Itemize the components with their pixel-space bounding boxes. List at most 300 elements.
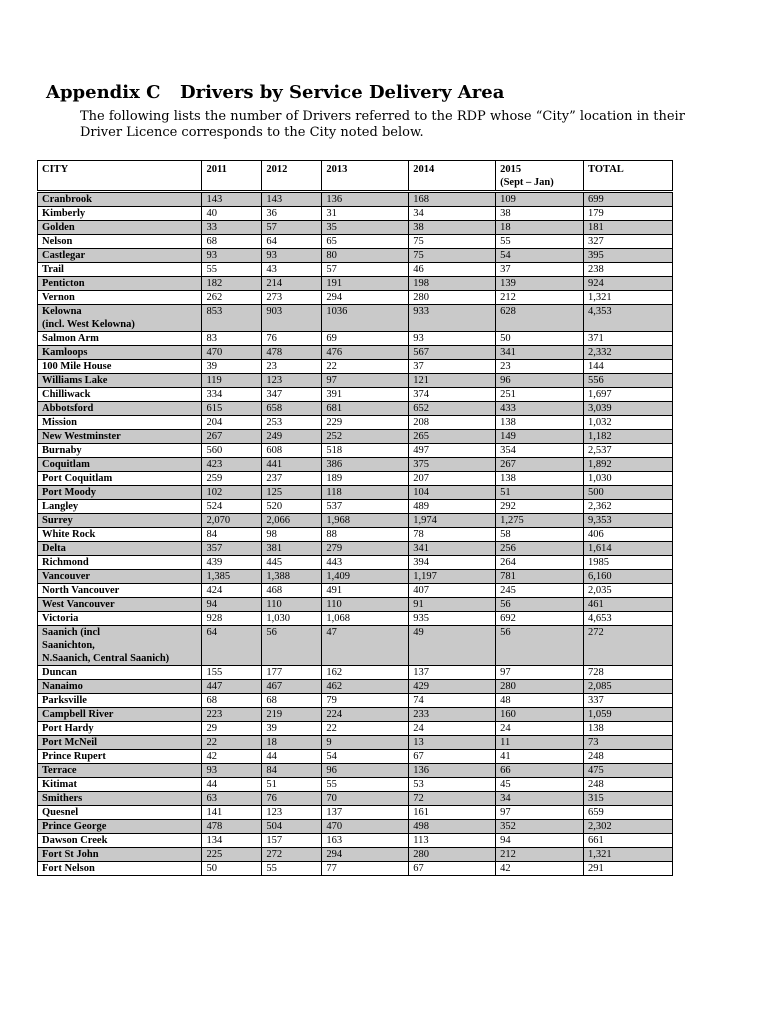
value-cell: 567: [409, 346, 496, 360]
table-row: [38, 570, 673, 584]
value-cell: 781: [496, 570, 584, 584]
value-cell: 93: [202, 249, 262, 263]
value-cell: 207: [409, 472, 496, 486]
table-row: [38, 486, 673, 500]
city-cell: Kimberly: [38, 207, 202, 221]
city-cell: North Vancouver: [38, 584, 202, 598]
value-cell: 2,332: [584, 346, 673, 360]
value-cell: 88: [322, 528, 409, 542]
city-cell: Smithers: [38, 792, 202, 806]
table-row: [38, 848, 673, 862]
value-cell: 119: [202, 374, 262, 388]
appendix-title: Drivers by Service Delivery Area: [180, 82, 505, 103]
value-cell: 191: [322, 277, 409, 291]
value-cell: 212: [496, 848, 584, 862]
city-cell: Castlegar: [38, 249, 202, 263]
value-cell: 63: [202, 792, 262, 806]
value-cell: 76: [262, 792, 322, 806]
value-cell: 34: [496, 792, 584, 806]
value-cell: 267: [496, 458, 584, 472]
value-cell: 375: [409, 458, 496, 472]
value-cell: 467: [262, 680, 322, 694]
city-cell: Parksville: [38, 694, 202, 708]
value-cell: 424: [202, 584, 262, 598]
value-cell: 179: [584, 207, 673, 221]
value-cell: 386: [322, 458, 409, 472]
value-cell: 35: [322, 221, 409, 235]
value-cell: 42: [202, 750, 262, 764]
value-cell: 44: [262, 750, 322, 764]
city-cell: Nelson: [38, 235, 202, 249]
value-cell: 476: [322, 346, 409, 360]
value-cell: 24: [409, 722, 496, 736]
city-cell: Fort St John: [38, 848, 202, 862]
value-cell: 1,968: [322, 514, 409, 528]
value-cell: 262: [202, 291, 262, 305]
column-header: 2011: [202, 161, 262, 192]
table-row: [38, 834, 673, 848]
value-cell: 272: [584, 626, 673, 666]
value-cell: 13: [409, 736, 496, 750]
value-cell: 22: [322, 722, 409, 736]
value-cell: 23: [496, 360, 584, 374]
city-cell: Vernon: [38, 291, 202, 305]
table-row: [38, 806, 673, 820]
city-cell: Golden: [38, 221, 202, 235]
value-cell: 57: [262, 221, 322, 235]
city-cell: Mission: [38, 416, 202, 430]
value-cell: 162: [322, 666, 409, 680]
value-cell: 439: [202, 556, 262, 570]
value-cell: 256: [496, 542, 584, 556]
city-cell: Burnaby: [38, 444, 202, 458]
value-cell: 113: [409, 834, 496, 848]
value-cell: 267: [202, 430, 262, 444]
value-cell: 225: [202, 848, 262, 862]
value-cell: 608: [262, 444, 322, 458]
value-cell: 34: [409, 207, 496, 221]
value-cell: 39: [202, 360, 262, 374]
value-cell: 504: [262, 820, 322, 834]
value-cell: 1,182: [584, 430, 673, 444]
table-row: [38, 277, 673, 291]
value-cell: 1,388: [262, 570, 322, 584]
table-row: [38, 584, 673, 598]
value-cell: 1,892: [584, 458, 673, 472]
table-row: [38, 346, 673, 360]
value-cell: 3,039: [584, 402, 673, 416]
column-header: 2012: [262, 161, 322, 192]
value-cell: 9,353: [584, 514, 673, 528]
value-cell: 31: [322, 207, 409, 221]
value-cell: 4,353: [584, 305, 673, 332]
table-row: [38, 862, 673, 876]
value-cell: 134: [202, 834, 262, 848]
value-cell: 395: [584, 249, 673, 263]
value-cell: 56: [496, 626, 584, 666]
value-cell: 219: [262, 708, 322, 722]
value-cell: 661: [584, 834, 673, 848]
value-cell: 18: [496, 221, 584, 235]
value-cell: 58: [496, 528, 584, 542]
table-row: [38, 192, 673, 207]
value-cell: 80: [322, 249, 409, 263]
table-row: [38, 458, 673, 472]
city-cell: Penticton: [38, 277, 202, 291]
table-row: [38, 514, 673, 528]
value-cell: 423: [202, 458, 262, 472]
city-cell: Vancouver: [38, 570, 202, 584]
value-cell: 51: [496, 486, 584, 500]
value-cell: 291: [584, 862, 673, 876]
value-cell: 681: [322, 402, 409, 416]
value-cell: 93: [202, 764, 262, 778]
value-cell: 93: [409, 332, 496, 346]
value-cell: 66: [496, 764, 584, 778]
value-cell: 2,070: [202, 514, 262, 528]
value-cell: 265: [409, 430, 496, 444]
value-cell: 337: [584, 694, 673, 708]
value-cell: 1,030: [584, 472, 673, 486]
value-cell: 652: [409, 402, 496, 416]
table-row: [38, 750, 673, 764]
value-cell: 462: [322, 680, 409, 694]
value-cell: 56: [262, 626, 322, 666]
value-cell: 78: [409, 528, 496, 542]
value-cell: 1,030: [262, 612, 322, 626]
value-cell: 407: [409, 584, 496, 598]
value-cell: 470: [322, 820, 409, 834]
value-cell: 57: [322, 263, 409, 277]
value-cell: 1,409: [322, 570, 409, 584]
value-cell: 445: [262, 556, 322, 570]
value-cell: 6,160: [584, 570, 673, 584]
value-cell: 249: [262, 430, 322, 444]
value-cell: 102: [202, 486, 262, 500]
value-cell: 40: [202, 207, 262, 221]
value-cell: 497: [409, 444, 496, 458]
value-cell: 933: [409, 305, 496, 332]
value-cell: 68: [202, 235, 262, 249]
value-cell: 49: [409, 626, 496, 666]
value-cell: 50: [496, 332, 584, 346]
table-row: [38, 612, 673, 626]
value-cell: 39: [262, 722, 322, 736]
value-cell: 50: [202, 862, 262, 876]
intro-paragraph: The following lists the number of Drivers referred to the RDP whose “City” location in their Driver Licence corresponds to the City noted below.: [80, 109, 685, 140]
value-cell: 137: [409, 666, 496, 680]
header-row: [38, 161, 673, 192]
value-cell: 110: [322, 598, 409, 612]
value-cell: 371: [584, 332, 673, 346]
city-cell: Prince Rupert: [38, 750, 202, 764]
value-cell: 252: [322, 430, 409, 444]
value-cell: 46: [409, 263, 496, 277]
table-row: [38, 416, 673, 430]
value-cell: 223: [202, 708, 262, 722]
value-cell: 55: [202, 263, 262, 277]
value-cell: 42: [496, 862, 584, 876]
value-cell: 157: [262, 834, 322, 848]
value-cell: 69: [322, 332, 409, 346]
city-cell: Langley: [38, 500, 202, 514]
value-cell: 37: [409, 360, 496, 374]
value-cell: 138: [496, 416, 584, 430]
value-cell: 53: [409, 778, 496, 792]
value-cell: 11: [496, 736, 584, 750]
value-cell: 94: [496, 834, 584, 848]
value-cell: 279: [322, 542, 409, 556]
value-cell: 253: [262, 416, 322, 430]
value-cell: 24: [496, 722, 584, 736]
value-cell: 198: [409, 277, 496, 291]
value-cell: 204: [202, 416, 262, 430]
city-cell: Saanich (incl Saanichton, N.Saanich, Central Saanich): [38, 626, 202, 666]
value-cell: 1,032: [584, 416, 673, 430]
city-cell: Richmond: [38, 556, 202, 570]
value-cell: 79: [322, 694, 409, 708]
table-row: [38, 722, 673, 736]
value-cell: 160: [496, 708, 584, 722]
value-cell: 123: [262, 806, 322, 820]
value-cell: 136: [322, 192, 409, 207]
value-cell: 1985: [584, 556, 673, 570]
value-cell: 406: [584, 528, 673, 542]
value-cell: 139: [496, 277, 584, 291]
city-cell: Port Coquitlam: [38, 472, 202, 486]
value-cell: 97: [496, 806, 584, 820]
value-cell: 94: [202, 598, 262, 612]
value-cell: 394: [409, 556, 496, 570]
value-cell: 121: [409, 374, 496, 388]
city-cell: Duncan: [38, 666, 202, 680]
value-cell: 182: [202, 277, 262, 291]
table-row: [38, 680, 673, 694]
table-row: [38, 249, 673, 263]
city-cell: Trail: [38, 263, 202, 277]
value-cell: 1,385: [202, 570, 262, 584]
value-cell: 233: [409, 708, 496, 722]
value-cell: 214: [262, 277, 322, 291]
table-body: [38, 192, 673, 876]
table-row: [38, 666, 673, 680]
value-cell: 245: [496, 584, 584, 598]
value-cell: 18: [262, 736, 322, 750]
value-cell: 524: [202, 500, 262, 514]
value-cell: 357: [202, 542, 262, 556]
value-cell: 341: [496, 346, 584, 360]
value-cell: 475: [584, 764, 673, 778]
value-cell: 259: [202, 472, 262, 486]
value-cell: 96: [322, 764, 409, 778]
column-header: 2013: [322, 161, 409, 192]
table-row: [38, 778, 673, 792]
value-cell: 98: [262, 528, 322, 542]
value-cell: 22: [322, 360, 409, 374]
value-cell: 280: [409, 291, 496, 305]
table-row: [38, 820, 673, 834]
city-cell: Port McNeil: [38, 736, 202, 750]
city-cell: Nanaimo: [38, 680, 202, 694]
value-cell: 70: [322, 792, 409, 806]
city-cell: Victoria: [38, 612, 202, 626]
city-cell: Chilliwack: [38, 388, 202, 402]
value-cell: 924: [584, 277, 673, 291]
value-cell: 1,068: [322, 612, 409, 626]
value-cell: 520: [262, 500, 322, 514]
value-cell: 109: [496, 192, 584, 207]
table-row: [38, 305, 673, 332]
value-cell: 615: [202, 402, 262, 416]
value-cell: 47: [322, 626, 409, 666]
table-row: [38, 764, 673, 778]
city-cell: Cranbrook: [38, 192, 202, 207]
table-row: [38, 598, 673, 612]
value-cell: 537: [322, 500, 409, 514]
value-cell: 144: [584, 360, 673, 374]
value-cell: 67: [409, 750, 496, 764]
value-cell: 2,085: [584, 680, 673, 694]
table-row: [38, 444, 673, 458]
value-cell: 136: [409, 764, 496, 778]
city-cell: White Rock: [38, 528, 202, 542]
value-cell: 97: [322, 374, 409, 388]
value-cell: 97: [496, 666, 584, 680]
value-cell: 55: [496, 235, 584, 249]
value-cell: 2,537: [584, 444, 673, 458]
value-cell: 1,059: [584, 708, 673, 722]
table-row: [38, 207, 673, 221]
city-cell: Kelowna (incl. West Kelowna): [38, 305, 202, 332]
table-row: [38, 360, 673, 374]
column-header: TOTAL: [584, 161, 673, 192]
value-cell: 91: [409, 598, 496, 612]
value-cell: 280: [409, 848, 496, 862]
table-row: [38, 542, 673, 556]
value-cell: 4,653: [584, 612, 673, 626]
value-cell: 161: [409, 806, 496, 820]
value-cell: 294: [322, 291, 409, 305]
value-cell: 498: [409, 820, 496, 834]
value-cell: 354: [496, 444, 584, 458]
city-cell: Salmon Arm: [38, 332, 202, 346]
value-cell: 38: [409, 221, 496, 235]
city-cell: Quesnel: [38, 806, 202, 820]
value-cell: 181: [584, 221, 673, 235]
value-cell: 68: [202, 694, 262, 708]
city-cell: Kitimat: [38, 778, 202, 792]
value-cell: 224: [322, 708, 409, 722]
table-row: [38, 472, 673, 486]
value-cell: 143: [262, 192, 322, 207]
value-cell: 491: [322, 584, 409, 598]
value-cell: 447: [202, 680, 262, 694]
value-cell: 45: [496, 778, 584, 792]
value-cell: 123: [262, 374, 322, 388]
value-cell: 138: [584, 722, 673, 736]
value-cell: 699: [584, 192, 673, 207]
page-heading: [46, 82, 504, 103]
city-cell: Williams Lake: [38, 374, 202, 388]
city-cell: New Westminster: [38, 430, 202, 444]
value-cell: 93: [262, 249, 322, 263]
value-cell: 163: [322, 834, 409, 848]
value-cell: 125: [262, 486, 322, 500]
value-cell: 443: [322, 556, 409, 570]
value-cell: 56: [496, 598, 584, 612]
value-cell: 155: [202, 666, 262, 680]
value-cell: 2,066: [262, 514, 322, 528]
value-cell: 9: [322, 736, 409, 750]
value-cell: 64: [262, 235, 322, 249]
table-row: [38, 291, 673, 305]
value-cell: 248: [584, 778, 673, 792]
table-row: [38, 626, 673, 666]
value-cell: 74: [409, 694, 496, 708]
value-cell: 853: [202, 305, 262, 332]
appendix-label: Appendix C: [46, 82, 161, 103]
table-row: [38, 556, 673, 570]
value-cell: 1,197: [409, 570, 496, 584]
value-cell: 1,697: [584, 388, 673, 402]
value-cell: 1,321: [584, 848, 673, 862]
city-cell: Prince George: [38, 820, 202, 834]
table-row: [38, 528, 673, 542]
value-cell: 138: [496, 472, 584, 486]
value-cell: 628: [496, 305, 584, 332]
city-cell: Coquitlam: [38, 458, 202, 472]
table-row: [38, 500, 673, 514]
value-cell: 238: [584, 263, 673, 277]
value-cell: 478: [202, 820, 262, 834]
value-cell: 470: [202, 346, 262, 360]
value-cell: 556: [584, 374, 673, 388]
table-row: [38, 235, 673, 249]
value-cell: 36: [262, 207, 322, 221]
value-cell: 48: [496, 694, 584, 708]
value-cell: 292: [496, 500, 584, 514]
value-cell: 84: [262, 764, 322, 778]
table-row: [38, 736, 673, 750]
value-cell: 67: [409, 862, 496, 876]
value-cell: 1,974: [409, 514, 496, 528]
city-cell: West Vancouver: [38, 598, 202, 612]
value-cell: 77: [322, 862, 409, 876]
table-header: [38, 161, 673, 192]
value-cell: 251: [496, 388, 584, 402]
value-cell: 44: [202, 778, 262, 792]
table-row: [38, 708, 673, 722]
value-cell: 2,362: [584, 500, 673, 514]
value-cell: 518: [322, 444, 409, 458]
table-row: [38, 263, 673, 277]
value-cell: 141: [202, 806, 262, 820]
value-cell: 935: [409, 612, 496, 626]
value-cell: 33: [202, 221, 262, 235]
value-cell: 76: [262, 332, 322, 346]
value-cell: 54: [322, 750, 409, 764]
value-cell: 658: [262, 402, 322, 416]
table-row: [38, 430, 673, 444]
value-cell: 315: [584, 792, 673, 806]
value-cell: 51: [262, 778, 322, 792]
value-cell: 280: [496, 680, 584, 694]
value-cell: 37: [496, 263, 584, 277]
city-cell: Campbell River: [38, 708, 202, 722]
value-cell: 212: [496, 291, 584, 305]
value-cell: 29: [202, 722, 262, 736]
value-cell: 294: [322, 848, 409, 862]
